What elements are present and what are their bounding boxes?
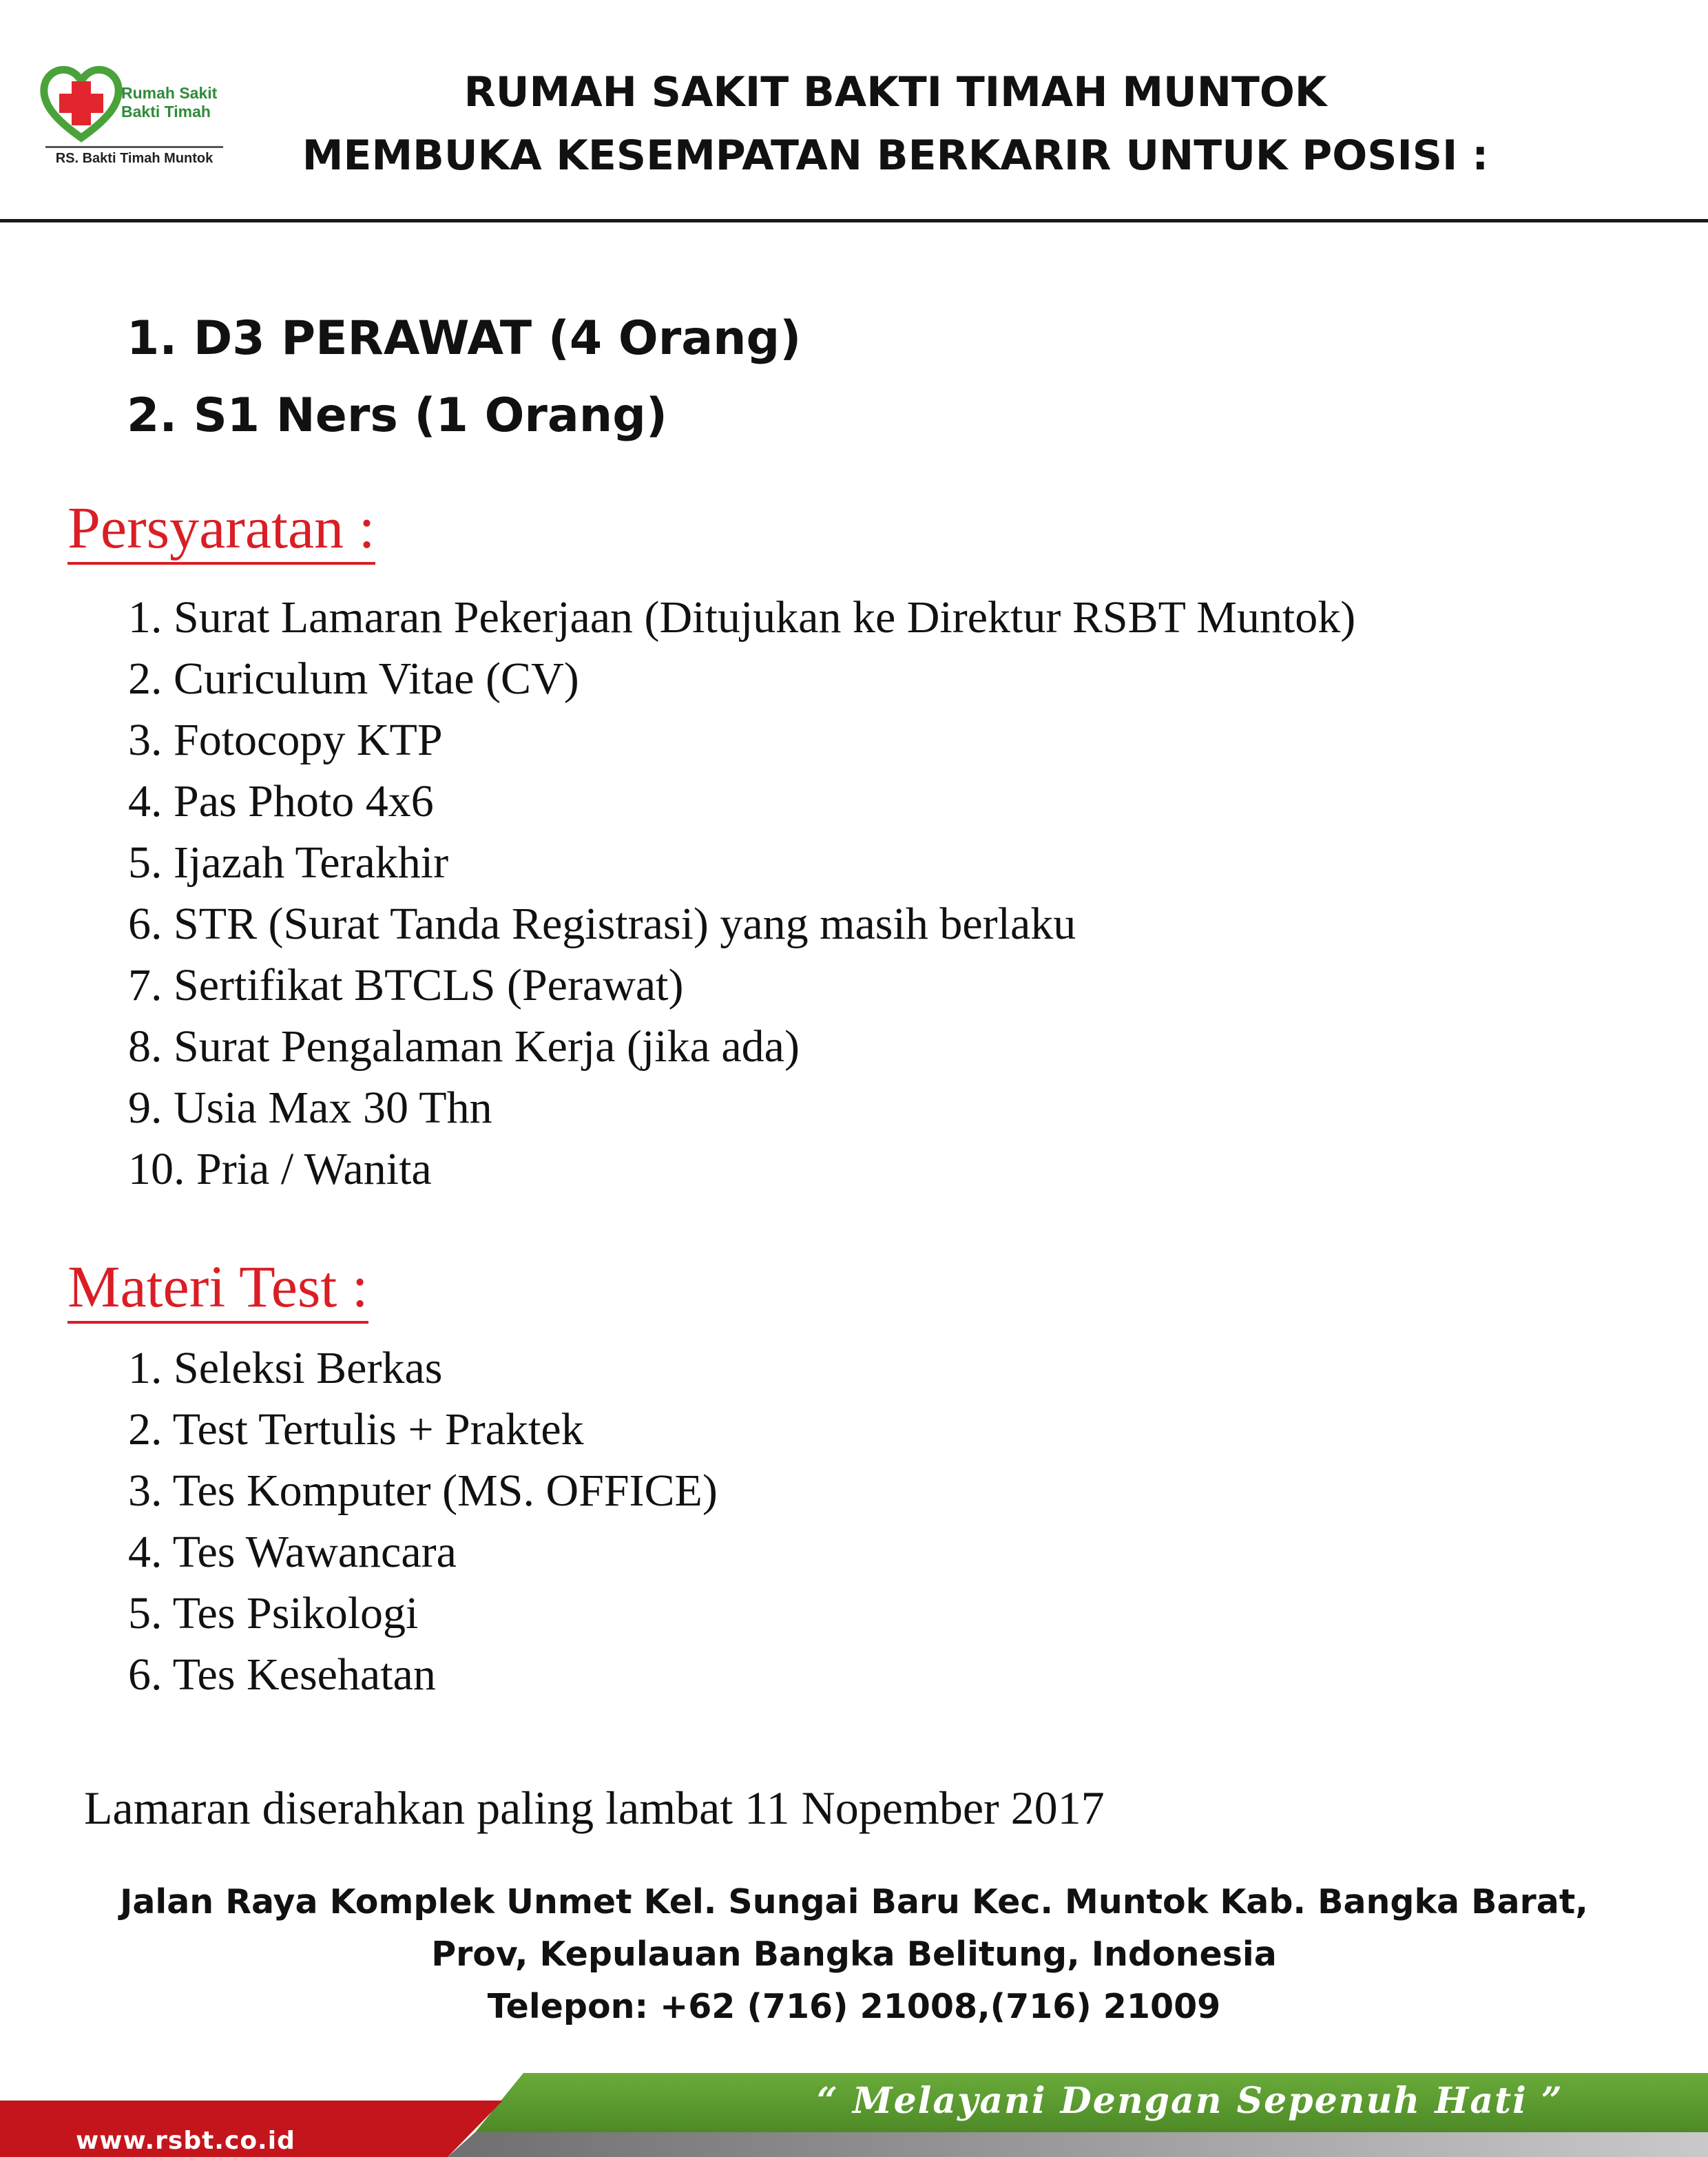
logo-subtitle: RS. Bakti Timah Muntok — [55, 151, 214, 166]
list-item: 6. STR (Surat Tanda Registrasi) yang masih berlaku — [128, 899, 1076, 949]
list-item: 5. Ijazah Terakhir — [128, 837, 449, 888]
list-item: 2. Curiculum Vitae (CV) — [128, 654, 579, 704]
list-item: 5. Tes Psikologi — [128, 1588, 419, 1638]
deadline-note: Lamaran diserahkan paling lambat 11 Nopember 2017 — [84, 1782, 1105, 1834]
contact-address — [0, 1876, 1708, 2033]
position-item: 2. S1 Ners (1 Orang) — [127, 388, 667, 443]
heart-cross-icon — [40, 63, 123, 143]
heading-underline — [67, 1321, 368, 1324]
list-item: 6. Tes Kesehatan — [128, 1649, 436, 1700]
requirements-heading-text: Persyaratan : — [67, 494, 375, 561]
heading-underline — [67, 562, 375, 565]
phone-line: Telepon: +62 (716) 21008,(716) 21009 — [487, 1987, 1221, 2026]
positions-list — [127, 300, 801, 455]
list-item: 3. Fotocopy KTP — [128, 715, 443, 765]
tests-list — [128, 1337, 718, 1705]
requirements-list — [128, 587, 1355, 1200]
list-item: 8. Surat Pengalaman Kerja (jika ada) — [128, 1021, 800, 1072]
logo-name: Rumah Sakit Bakti Timah — [121, 84, 218, 121]
position-item: 1. D3 PERAWAT (4 Orang) — [127, 311, 802, 366]
list-item: 4. Tes Wawancara — [128, 1527, 457, 1577]
list-item: 10. Pria / Wanita — [128, 1144, 432, 1194]
title-line-2: MEMBUKA KESEMPATAN BERKARIR UNTUK POSISI : — [302, 132, 1489, 180]
list-item: 3. Tes Komputer (MS. OFFICE) — [128, 1466, 718, 1516]
slogan-text: “ Melayani Dengan Sepenuh Hati ” — [817, 2080, 1563, 2122]
header-divider — [0, 219, 1708, 222]
title-line-1: RUMAH SAKIT BAKTI TIMAH MUNTOK — [464, 68, 1327, 116]
page-title — [262, 61, 1529, 187]
tests-heading-text: Materi Test : — [67, 1253, 368, 1320]
logo-divider — [45, 146, 223, 148]
list-item: 7. Sertifikat BTCLS (Perawat) — [128, 960, 684, 1010]
tests-heading — [67, 1253, 368, 1320]
footer-banner — [0, 2073, 1708, 2157]
list-item: 1. Seleksi Berkas — [128, 1343, 443, 1393]
list-item: 2. Test Tertulis + Praktek — [128, 1404, 584, 1455]
website-link[interactable]: www.rsbt.co.id — [76, 2127, 295, 2155]
list-item: 4. Pas Photo 4x6 — [128, 776, 434, 826]
requirements-heading — [67, 494, 375, 561]
list-item: 1. Surat Lamaran Pekerjaan (Ditujukan ke Direktur RSBT Muntok) — [128, 592, 1356, 643]
list-item: 9. Usia Max 30 Thn — [128, 1083, 492, 1133]
address-line-1: Jalan Raya Komplek Unmet Kel. Sungai Baru Kec. Muntok Kab. Bangka Barat, — [120, 1882, 1588, 1921]
address-line-2: Prov, Kepulauan Bangka Belitung, Indonesia — [431, 1935, 1277, 1974]
hospital-logo — [40, 63, 226, 174]
